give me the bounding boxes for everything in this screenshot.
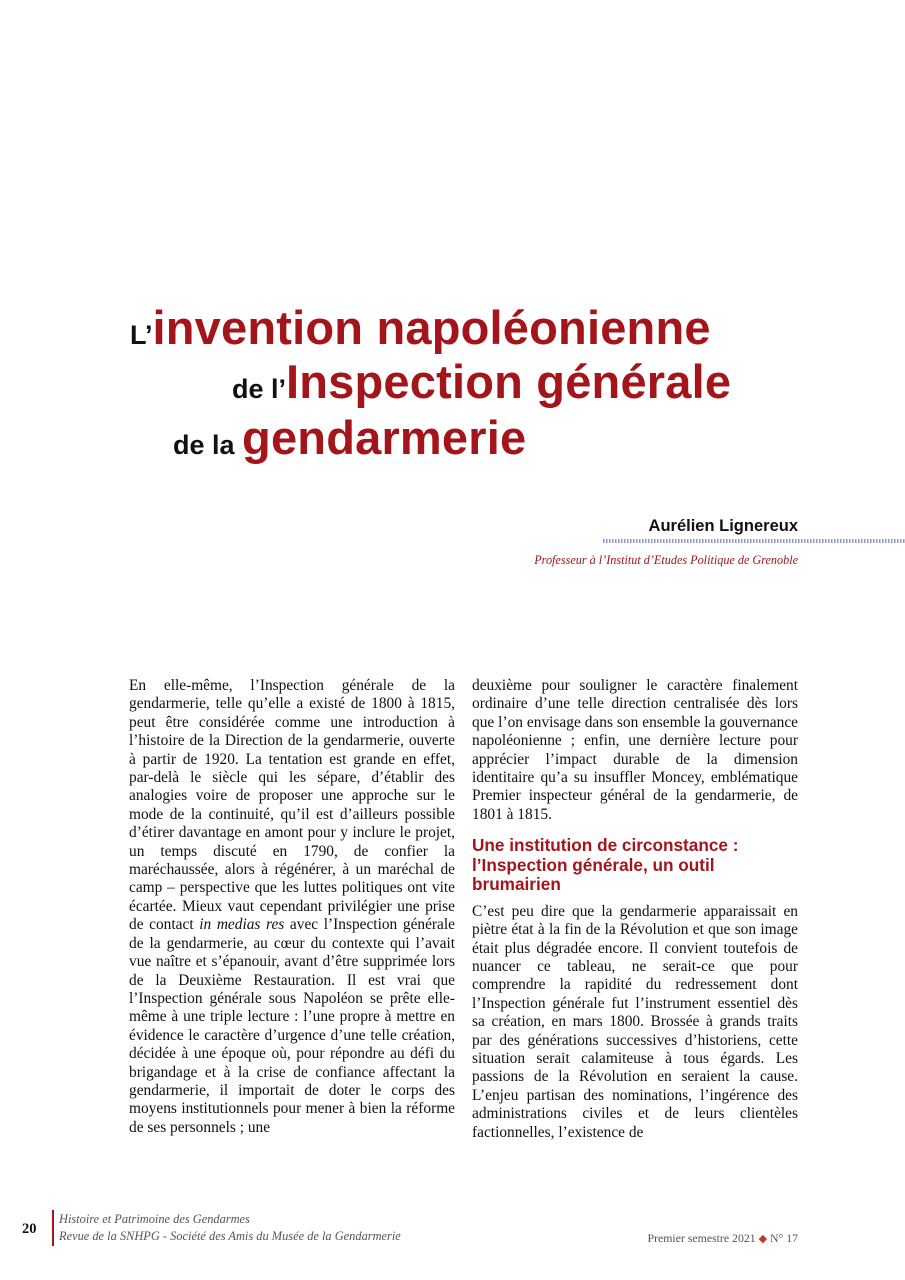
author-affiliation: Professeur à l’Institut d’Etudes Politique de Grenoble bbox=[534, 553, 798, 567]
paragraph-section-1: C’est peu dire que la gendarmerie apparaissait en piètre état à la fin de la Révolution et que son image était plus dégradée encore. Il convient toutefois de nuancer ce tableau, ne serait-ce que pour comprendre la rapidité du redressement dont l’Inspection générale fut l’instrument essentiel dès sa création, en mars 1800. Brossée à grands traits par des générations successives d’historiens, cette situation serait calamiteuse à tous égards. Les passions de la Révolution en seraient la cause. L’enjeu partisan des nominations, l’ingérence des administrations civiles et de leurs clientèles factionnelles, l’existence de bbox=[472, 902, 798, 1141]
issue-date: Premier semestre 2021 bbox=[647, 1231, 756, 1245]
intro-italic-phrase: in medias res bbox=[199, 916, 285, 934]
footer-journal bbox=[59, 1211, 401, 1244]
title-line-1 bbox=[130, 300, 711, 355]
page-number: 20 bbox=[22, 1221, 37, 1237]
diamond-icon: ◆ bbox=[758, 1233, 768, 1245]
section-heading: Une institution de circonstance : l’Inspection générale, un outil brumairien bbox=[472, 835, 739, 895]
journal-subtitle: Revue de la SNHPG - Société des Amis du Musée de la Gendarmerie bbox=[59, 1228, 401, 1243]
title-prefix-2: de l’ bbox=[232, 374, 287, 404]
title-line-3 bbox=[173, 410, 526, 465]
paragraph-intro bbox=[129, 677, 455, 1137]
issue-number: N° 17 bbox=[770, 1231, 798, 1245]
paragraph-continuation: deuxième pour souligner le caractère finalement ordinaire d’une telle direction centralisée dès lors que l’on envisage dans son ensemble la gouvernance napoléonienne ; enfin, une dernière lecture pour apprécier l’impact durable de la dimension identitaire qu’a su insuffler Moncey, emblématique Premier inspecteur général de la gendarmerie, de 1801 à 1815. bbox=[472, 677, 798, 823]
title-main-2: Inspection générale bbox=[286, 355, 732, 408]
title-prefix-1: L’ bbox=[130, 320, 153, 350]
journal-title: Histoire et Patrimoine des Gendarmes bbox=[59, 1212, 250, 1226]
column-right bbox=[472, 677, 798, 1142]
footer-vertical-rule bbox=[52, 1210, 54, 1246]
intro-text-start: En elle-même, l’Inspection générale de la gendarmerie, telle qu’elle a existé de 1800 à 1815, peut être considérée comme une introduction à l’histoire de la Direction de la gendarmerie, ouverte à partir de 1920. La tentation est grande en effet, par-delà le siècle qui les sépare, d’établir des analogies voire de proposer une approche sur le mode de la continuité, qu’il est d’ailleurs possible d’étirer davantage en amont pour y inclure le projet, un temps discuté en 1790, de confier la maréchaussée, alors à régénérer, à un maréchal de camp – perspective que les luttes politiques ont vite écartée. Mieux vaut cependant privilégier une prise de contact bbox=[129, 677, 455, 934]
intro-text-end: avec l’Inspection générale de la gendarmerie, au cœur du contexte qui l’avait vue naître et s’épanouir, avant d’être supprimée lors de la Deuxième Restauration. Il est vrai que l’Inspection générale sous Napoléon se prête elle-même à une triple lecture : l’une propre à mettre en évidence le caractère d’urgence d’une telle création, décidée à une époque où, pour répondre au défi du brigandage et à la crise de confiance affectant la gendarmerie, il importait de doter le corps des moyens institutionnels pour mener à bien la réforme de ses personnels ; une bbox=[129, 916, 455, 1136]
footer-issue bbox=[648, 1231, 798, 1246]
title-line-2 bbox=[232, 354, 731, 409]
author-name: Aurélien Lignereux bbox=[648, 517, 798, 535]
author-dotted-rule bbox=[603, 539, 905, 543]
column-left bbox=[129, 677, 455, 1137]
title-main-1: invention napoléonienne bbox=[152, 301, 711, 354]
title-prefix-3: de la bbox=[173, 430, 243, 460]
title-main-3: gendarmerie bbox=[242, 411, 527, 464]
